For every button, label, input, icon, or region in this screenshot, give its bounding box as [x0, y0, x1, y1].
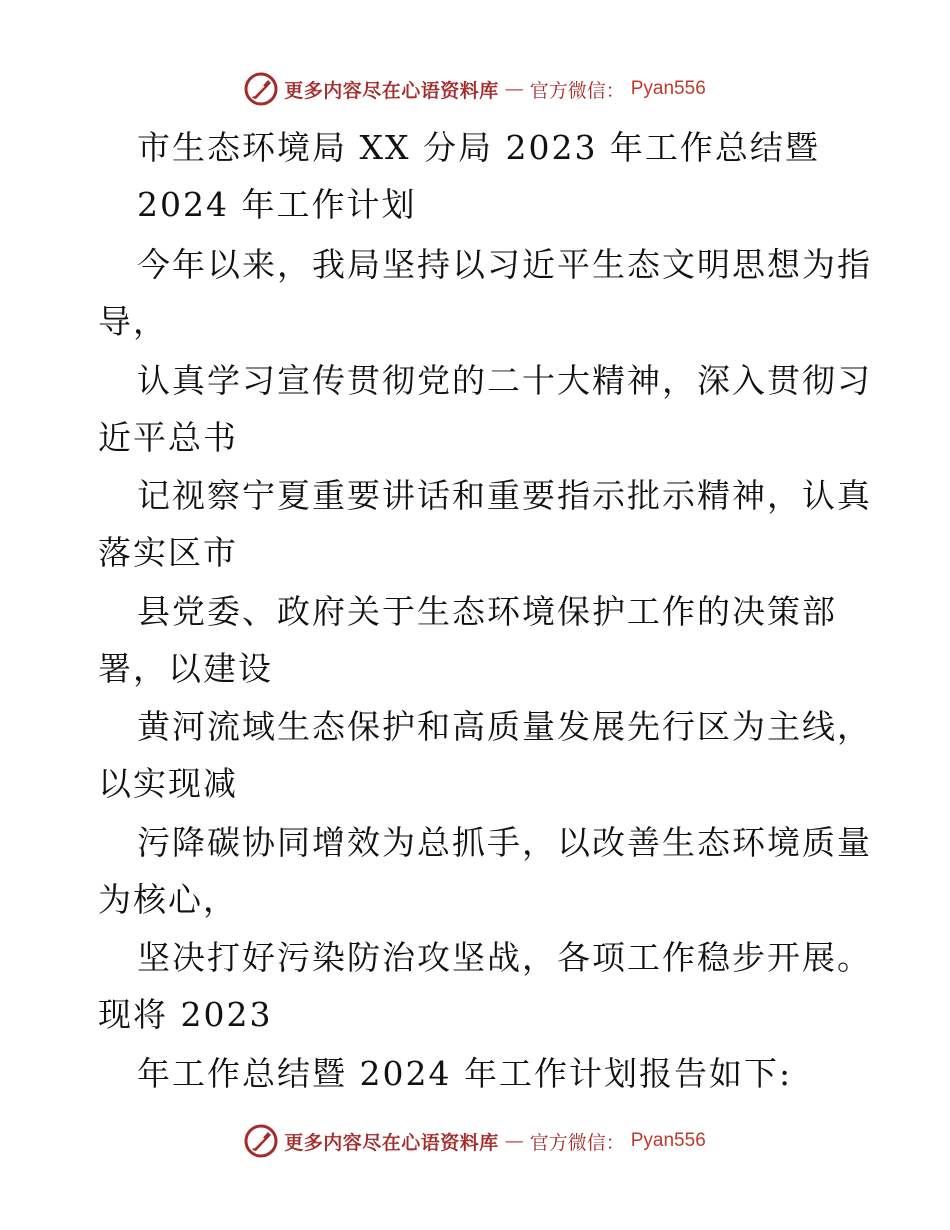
paragraph-line: 导， — [98, 302, 168, 341]
watermark-id: Pyan556 — [630, 78, 706, 99]
header-watermark — [0, 72, 950, 106]
title-line-1: 市生态环境局 XX 分局 2023 年工作总结暨 — [137, 128, 820, 167]
paragraph-line: 以实现减 — [98, 764, 238, 803]
paragraph-line: 为核心， — [98, 880, 238, 919]
footer-watermark — [0, 1124, 950, 1158]
title-line-2: 2024 年工作计划 — [137, 185, 417, 224]
paragraph-line: 署，以建设 — [98, 649, 273, 688]
paragraph-line: 近平总书 — [98, 418, 238, 457]
watermark-label: 官方微信： — [529, 79, 625, 102]
paragraph-line: 认真学习宣传贯彻党的二十大精神，深入贯彻习 — [137, 361, 872, 400]
watermark-text: 更多内容尽在心语资料库 — [284, 79, 499, 102]
watermark-text: 更多内容尽在心语资料库 — [284, 1131, 499, 1154]
watermark-id: Pyan556 — [630, 1130, 706, 1151]
feather-logo-icon — [244, 1124, 278, 1158]
watermark-dash: — — [504, 78, 524, 100]
paragraph-line: 污降碳协同增效为总抓手，以改善生态环境质量 — [137, 823, 872, 862]
paragraph-line: 县党委、政府关于生态环境保护工作的决策部 — [137, 592, 837, 631]
paragraph-line: 坚决打好污染防治攻坚战，各项工作稳步开展。 — [137, 938, 872, 977]
paragraph-line: 年工作总结暨 2024 年工作计划报告如下: — [137, 1054, 793, 1093]
watermark-label: 官方微信： — [529, 1131, 625, 1154]
paragraph-line: 今年以来，我局坚持以习近平生态文明思想为指 — [137, 245, 872, 284]
paragraph-line: 落实区市 — [98, 533, 238, 572]
watermark-dash: — — [504, 1130, 524, 1152]
paragraph-line: 现将 2023 — [98, 995, 273, 1034]
paragraph-line: 记视察宁夏重要讲话和重要指示批示精神，认真 — [137, 476, 872, 515]
feather-logo-icon — [244, 72, 278, 106]
paragraph-line: 黄河流域生态保护和高质量发展先行区为主线， — [137, 707, 872, 746]
